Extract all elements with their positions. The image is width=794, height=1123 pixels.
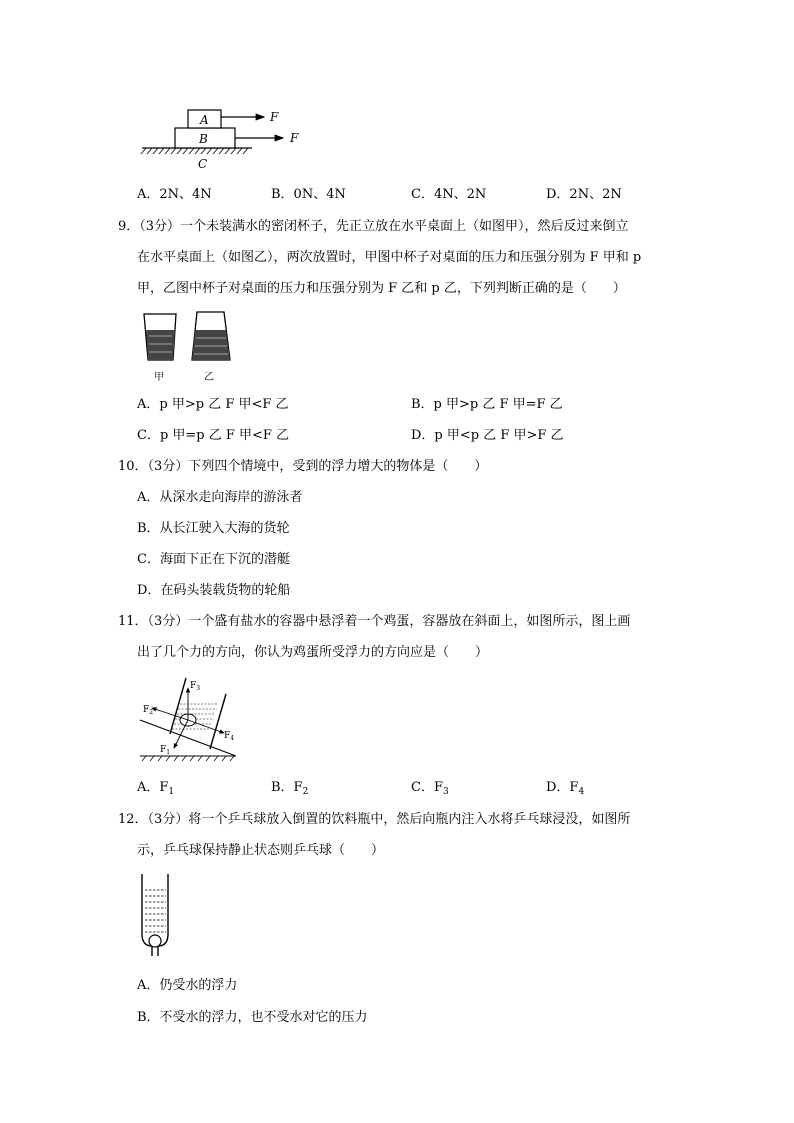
q9-stem-line3: 甲，乙图中杯子对桌面的压力和压强分别为 F 乙和 p 乙，下列判断正确的是（ ） bbox=[137, 281, 626, 296]
q11-stem-line2: 出了几个力的方向，你认为鸡蛋所受浮力的方向应是（ ） bbox=[137, 645, 489, 660]
q11-option-a[interactable]: A．$F_1$ bbox=[137, 780, 175, 797]
q9-stem-line2: 在水平桌面上（如图乙），两次放置时，甲图中杯子对桌面的压力和压强分别为 F 甲和 p bbox=[137, 250, 642, 265]
q11-option-c[interactable]: C．$F_3$ bbox=[411, 780, 449, 797]
label-a: A bbox=[200, 113, 209, 127]
q12-option-b[interactable]: B．不受水的浮力，也不受水对它的压力 bbox=[137, 1010, 368, 1025]
incline-label-f3: $F_3$ bbox=[190, 681, 201, 692]
q9-stem-line1: 9．（3分）一个未装满水的密闭杯子，先正立放在水平桌面上（如图甲），然后反过来倒立 bbox=[118, 219, 629, 234]
q9-option-b[interactable]: B．p 甲>p 乙 F 甲=F 乙 bbox=[411, 397, 563, 412]
q9-option-c[interactable]: C．p 甲=p 乙 F 甲<F 乙 bbox=[137, 428, 290, 443]
q8-option-c[interactable]: C．4N、2N bbox=[411, 187, 487, 202]
q8-option-a[interactable]: A．2N、4N bbox=[137, 187, 212, 202]
q9-option-a[interactable]: A．p 甲>p 乙 F 甲<F 乙 bbox=[137, 397, 289, 412]
q10-option-a[interactable]: A．从深水走向海岸的游泳者 bbox=[137, 490, 303, 505]
q8-option-b[interactable]: B．0N、4N bbox=[271, 187, 346, 202]
incline-label-f4: $F_4$ bbox=[224, 731, 235, 742]
q10-option-d[interactable]: D．在码头装载货物的轮船 bbox=[137, 583, 291, 598]
q11-option-b[interactable]: B．$F_2$ bbox=[271, 780, 309, 797]
incline-label-f1: $F_1$ bbox=[160, 745, 171, 756]
label-c: C bbox=[198, 157, 208, 171]
blocks-figure bbox=[138, 104, 308, 176]
q12-option-a[interactable]: A．仍受水的浮力 bbox=[137, 978, 238, 993]
cups-figure bbox=[140, 308, 240, 384]
q8-option-d[interactable]: D．2N、2N bbox=[546, 187, 622, 202]
q11-option-d[interactable]: D．$F_4$ bbox=[546, 780, 585, 797]
q12-stem-line2: 示，乒乓球保持静止状态则乒乓球（ ） bbox=[137, 843, 385, 858]
label-b: B bbox=[199, 132, 208, 146]
q10-option-b[interactable]: B．从长江驶入大海的货轮 bbox=[137, 521, 290, 536]
q12-stem-line1: 12．（3分）将一个乒乓球放入倒置的饮料瓶中，然后向瓶内注入水将乒乓球浸没，如图所 bbox=[118, 812, 631, 827]
bottle-figure bbox=[138, 872, 178, 964]
q10-stem-line1: 10．（3分）下列四个情境中，受到的浮力增大的物体是（ ） bbox=[118, 459, 488, 474]
q9-option-d[interactable]: D．p 甲<p 乙 F 甲>F 乙 bbox=[411, 428, 564, 443]
cup-label-yi: 乙 bbox=[204, 372, 214, 383]
incline-figure bbox=[138, 676, 242, 766]
cup-label-jia: 甲 bbox=[154, 372, 164, 383]
q10-option-c[interactable]: C．海面下正在下沉的潜艇 bbox=[137, 552, 290, 567]
force-label-top: F bbox=[270, 110, 279, 124]
ping-pong-ball bbox=[149, 935, 161, 947]
incline-label-f2: $F_2$ bbox=[143, 705, 154, 716]
force-label-bottom: F bbox=[290, 131, 299, 145]
q11-stem-line1: 11．（3分）一个盛有盐水的容器中悬浮着一个鸡蛋，容器放在斜面上，如图所示，图上画 bbox=[118, 614, 631, 629]
